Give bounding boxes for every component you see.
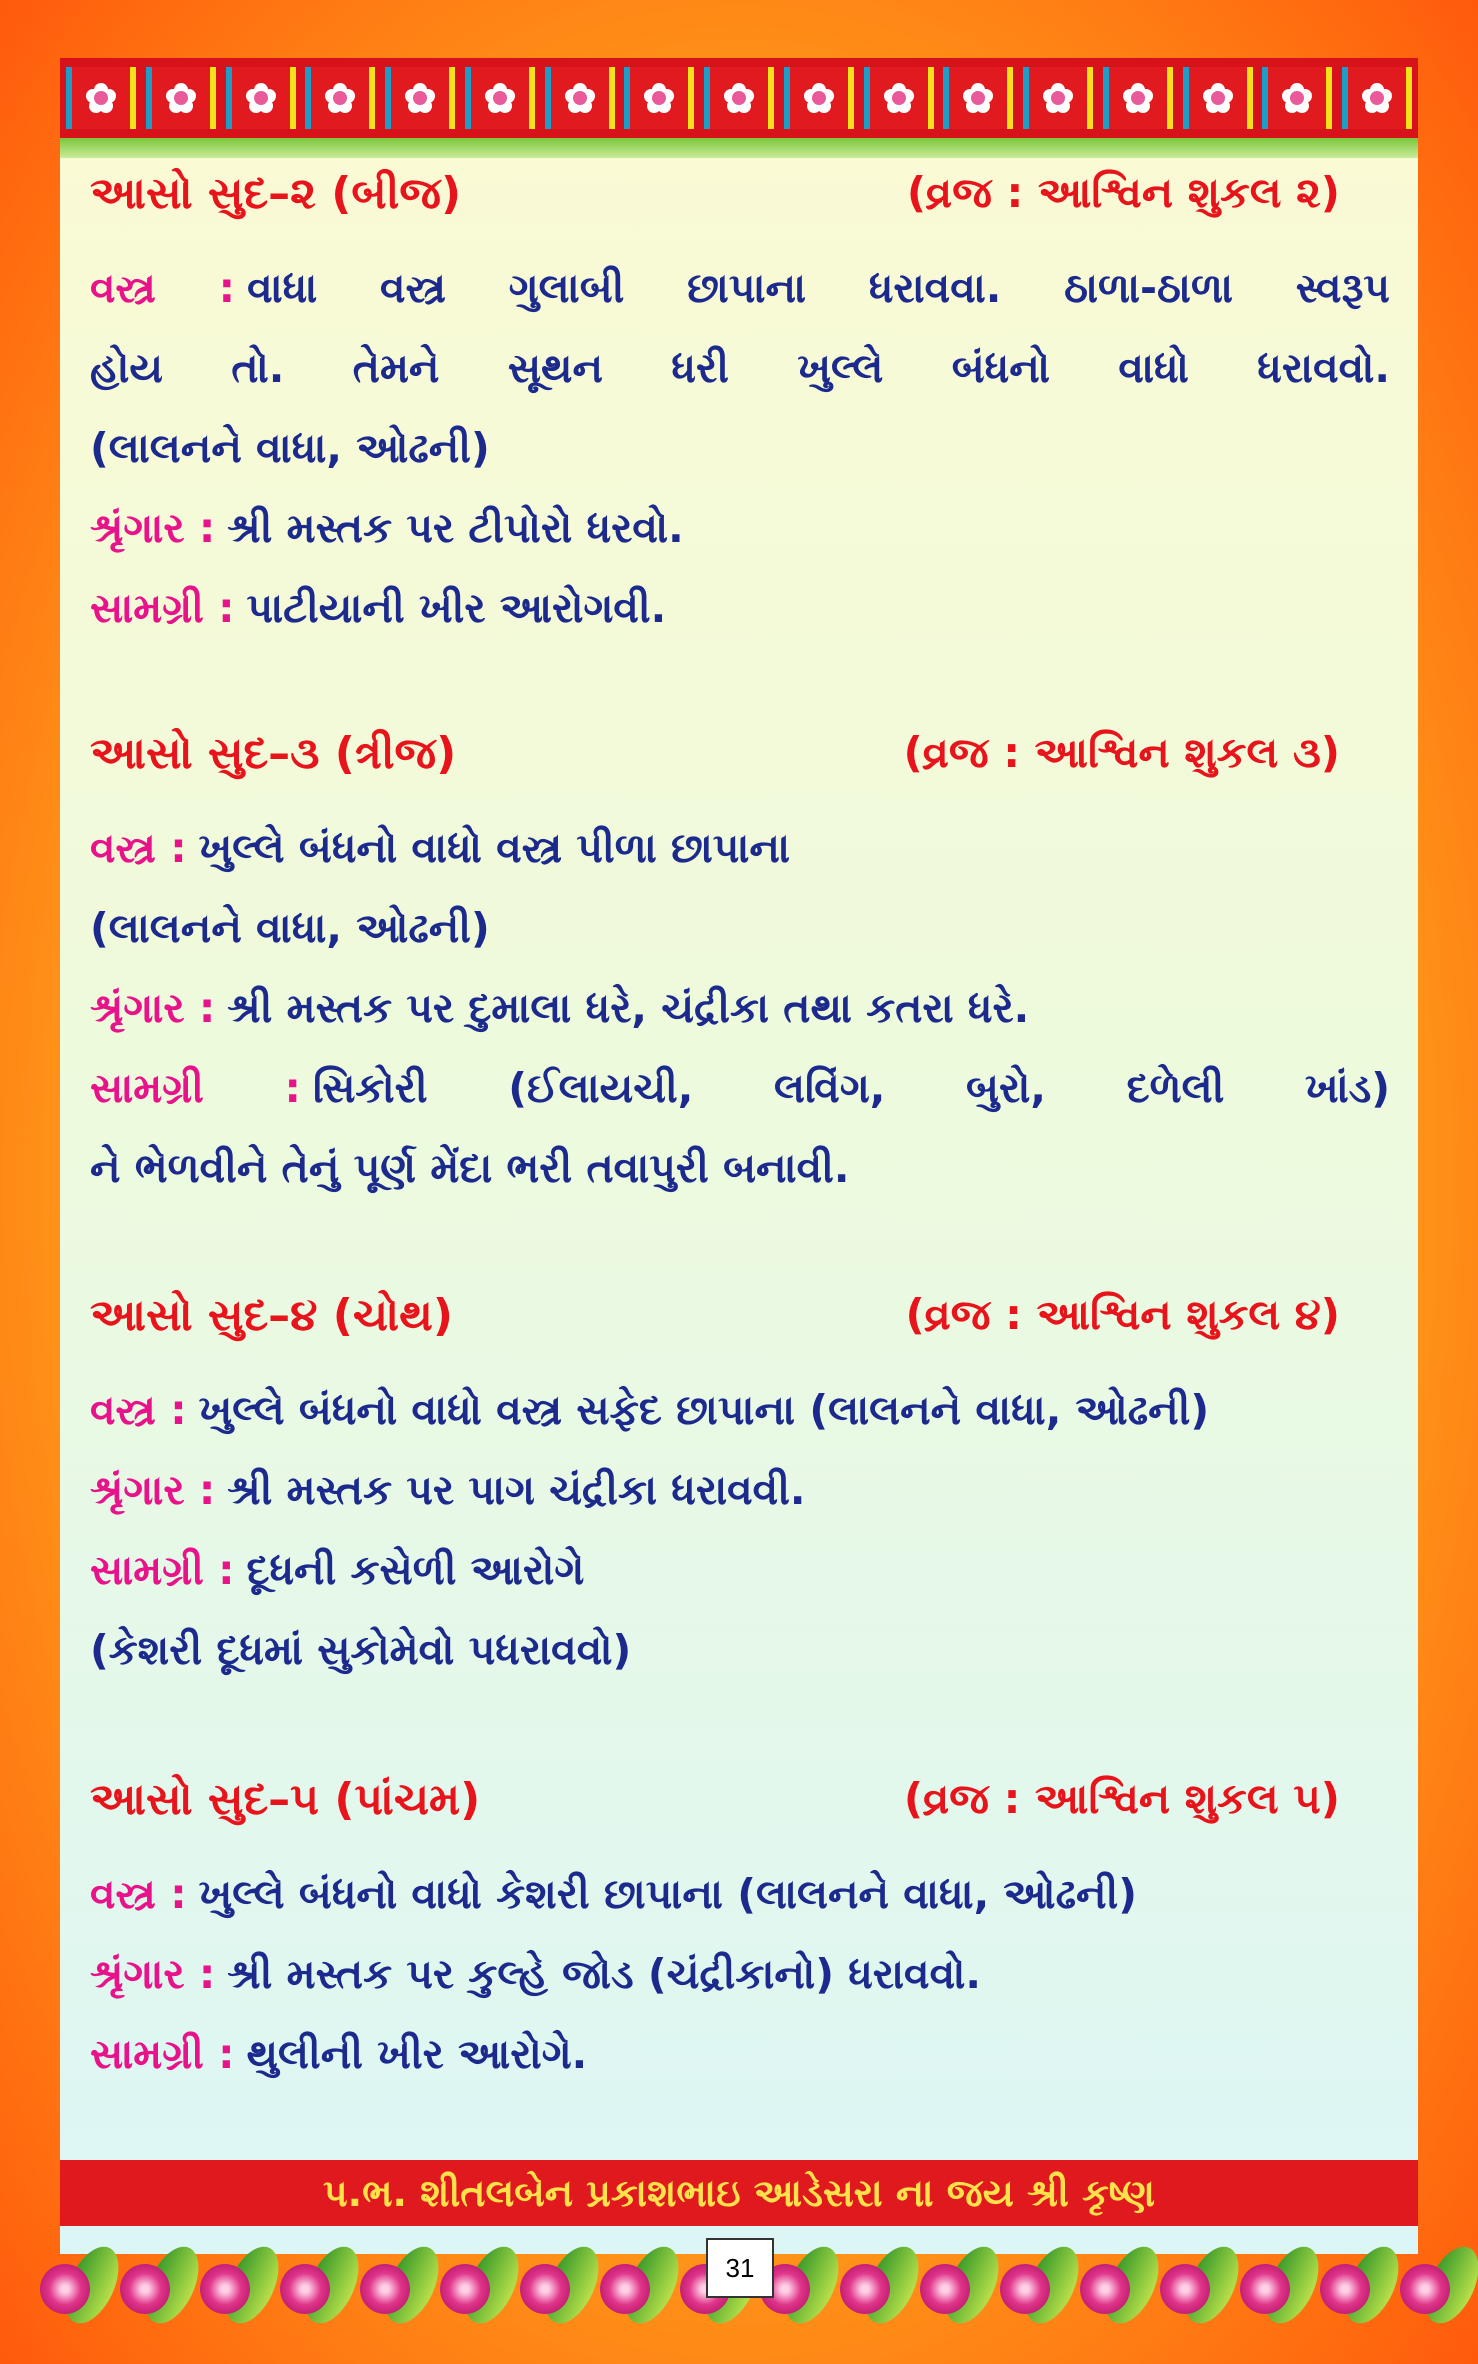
field-text: (લાલનને વાધા, ઓઢની) — [90, 424, 490, 472]
flower-icon — [280, 2264, 330, 2314]
text-line — [90, 408, 1390, 488]
flower-icon — [840, 2264, 890, 2314]
field-text: સિકોરી (ઈલાયચી, લવિંગ, બુરો, દળેલી ખાંડ) — [312, 1064, 1390, 1112]
decorative-green-band — [60, 138, 1418, 158]
flower-icon — [1342, 67, 1412, 129]
field-text: ખુલ્લે બંધનો વાધો વસ્ત્ર સફેદ છાપાના (લાલનને વાધા, ઓઢની) — [198, 1386, 1210, 1434]
text-line — [90, 568, 1390, 648]
text-line — [90, 1530, 1390, 1610]
flower-icon — [1320, 2264, 1370, 2314]
text-line — [90, 888, 1390, 968]
field-label: શ્રૃંગાર : — [90, 984, 216, 1032]
section-heading: આસો સુદ–૪ (ચોથ) — [90, 1290, 453, 1341]
field-text: ખુલ્લે બંધનો વાધો વસ્ત્ર પીળા છાપાના — [198, 824, 791, 872]
flower-icon — [943, 67, 1013, 129]
text-line — [90, 2014, 1390, 2094]
text-line — [90, 1610, 1390, 1690]
field-label: સામગ્રી : — [90, 2030, 235, 2078]
field-text: ખુલ્લે બંધનો વાધો કેશરી છાપાના (લાલનને વાધા, ઓઢની) — [198, 1870, 1137, 1918]
page-number: 31 — [706, 2238, 774, 2298]
field-text: શ્રી મસ્તક પર ટીપોરો ધરવો. — [227, 504, 684, 552]
decorative-border-top — [60, 58, 1418, 138]
field-label: વસ્ત્ર : — [90, 1870, 187, 1918]
field-text: દૂધની કસેળી આરોગે — [246, 1546, 585, 1594]
flower-icon — [1183, 67, 1253, 129]
field-text: પાટીયાની ખીર આરોગવી. — [246, 584, 667, 632]
vraj-date: (વ્રજ : આશ્વિન શુકલ ૪) — [905, 1290, 1340, 1339]
flower-icon — [864, 67, 934, 129]
section-heading: આસો સુદ–૨ (બીજ) — [90, 168, 462, 219]
flower-icon — [226, 67, 296, 129]
text-line — [90, 968, 1390, 1048]
flower-icon — [120, 2264, 170, 2314]
field-text: શ્રી મસ્તક પર પાગ ચંદ્રીકા ધરાવવી. — [227, 1466, 806, 1514]
flower-icon — [704, 67, 774, 129]
flower-icon — [440, 2264, 490, 2314]
flower-icon — [40, 2264, 90, 2314]
flower-icon — [146, 67, 216, 129]
flower-icon — [1000, 2264, 1050, 2314]
flower-icon — [1080, 2264, 1130, 2314]
flower-icon — [1240, 2264, 1290, 2314]
text-line — [90, 1048, 1390, 1128]
field-text: થુલીની ખીર આરોગે. — [246, 2030, 588, 2078]
flower-icon — [385, 67, 455, 129]
flower-icon — [200, 2264, 250, 2314]
flower-icon — [305, 67, 375, 129]
text-line — [90, 488, 1390, 568]
field-label: વસ્ત્ર : — [90, 264, 236, 312]
flower-icon — [1023, 67, 1093, 129]
day-section — [90, 1774, 1390, 2094]
text-line — [90, 328, 1390, 408]
field-label: સામગ્રી : — [90, 584, 235, 632]
field-text: (કેશરી દૂધમાં સુકોમેવો પધરાવવો) — [90, 1626, 632, 1674]
flower-icon — [520, 2264, 570, 2314]
flower-icon — [784, 67, 854, 129]
section-heading: આસો સુદ–૫ (પાંચમ) — [90, 1774, 481, 1825]
day-section — [90, 1290, 1390, 1690]
field-label: શ્રૃંગાર : — [90, 504, 216, 552]
field-label: સામગ્રી : — [90, 1064, 301, 1112]
field-label: શ્રૃંગાર : — [90, 1950, 216, 1998]
text-line — [90, 1370, 1390, 1450]
field-label: વસ્ત્ર : — [90, 1386, 187, 1434]
vraj-date: (વ્રજ : આશ્વિન શુકલ ૫) — [903, 1774, 1340, 1823]
field-text: (લાલનને વાધા, ઓઢની) — [90, 904, 490, 952]
field-label: વસ્ત્ર : — [90, 824, 187, 872]
vraj-date: (વ્રજ : આશ્વિન શુકલ ૩) — [903, 728, 1340, 777]
text-line — [90, 1854, 1390, 1934]
field-text: શ્રી મસ્તક પર દુમાલા ધરે, ચંદ્રીકા તથા કતરા ધરે. — [227, 984, 1030, 1032]
field-text: હોય તો. તેમને સૂથન ધરી ખુલ્લે બંધનો વાધો ધરાવવો. — [90, 344, 1390, 392]
flower-icon — [600, 2264, 650, 2314]
flower-icon — [624, 67, 694, 129]
field-label: શ્રૃંગાર : — [90, 1466, 216, 1514]
field-text: વાધા વસ્ત્ર ગુલાબી છાપાના ધરાવવા. ઠાળા-ઠાળા સ્વરૂપ — [247, 264, 1390, 312]
flower-icon — [1160, 2264, 1210, 2314]
flower-icon — [545, 67, 615, 129]
field-label: સામગ્રી : — [90, 1546, 235, 1594]
flower-icon — [360, 2264, 410, 2314]
section-heading: આસો સુદ–૩ (ત્રીજ) — [90, 728, 457, 779]
field-text: ને ભેળવીને તેનું પૂર્ણ મેંદા ભરી તવાપુરી બનાવી. — [90, 1144, 850, 1192]
field-text: શ્રી મસ્તક પર કુલ્હે જોડ (ચંદ્રીકાનો) ધરાવવો. — [227, 1950, 981, 1998]
vraj-date: (વ્રજ : આશ્વિન શુકલ ૨) — [906, 168, 1340, 217]
text-line — [90, 1128, 1390, 1208]
text-line — [90, 808, 1390, 888]
footer-text: પ.ભ. શીતલબેન પ્રકાશભાઇ આડેસરા ના જય શ્રી કૃષ્ણ — [322, 2170, 1156, 2215]
flower-icon — [465, 67, 535, 129]
flower-icon — [66, 67, 136, 129]
day-section — [90, 728, 1390, 1208]
text-line — [90, 1450, 1390, 1530]
flower-icon — [1400, 2264, 1450, 2314]
flower-icon — [920, 2264, 970, 2314]
text-line — [90, 1934, 1390, 2014]
flower-icon — [1103, 67, 1173, 129]
footer-banner — [60, 2160, 1418, 2226]
text-line — [90, 248, 1390, 328]
day-section — [90, 168, 1390, 648]
flower-icon — [1262, 67, 1332, 129]
